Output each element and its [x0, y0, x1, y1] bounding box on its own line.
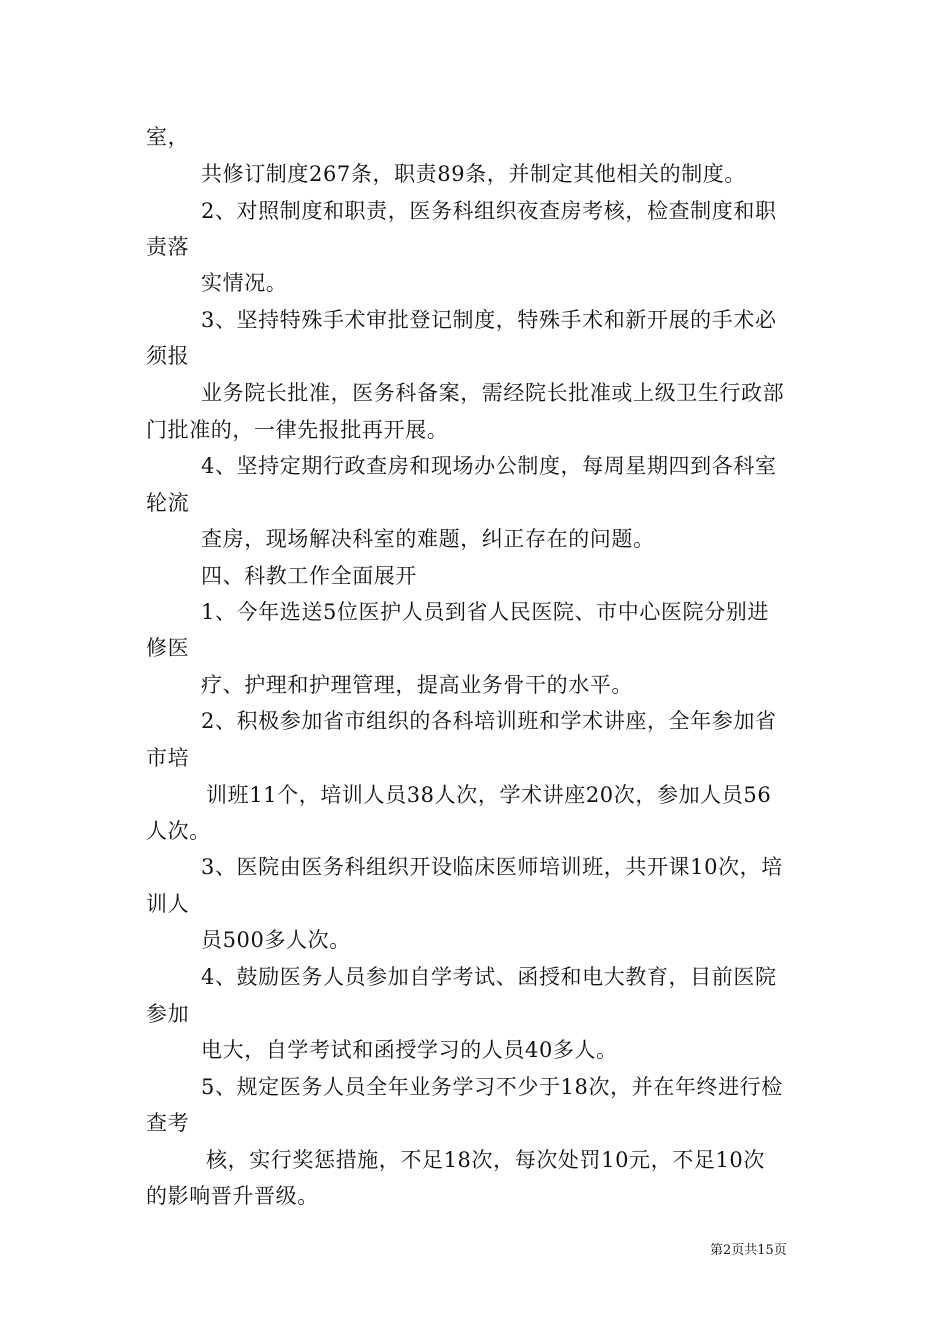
text-line-1: 室，	[146, 125, 190, 149]
text-line-18: 市培	[146, 746, 190, 770]
text-line-5: 实情况。	[201, 271, 288, 295]
text-line-6: 3、坚持特殊手术审批登记制度，特殊手术和新开展的手术必	[201, 308, 777, 332]
text-line-9: 门批准的，一律先报批再开展。	[146, 418, 449, 442]
text-line-11: 轮流	[146, 491, 190, 515]
text-line-10: 4、坚持定期行政查房和现场办公制度，每周星期四到各科室	[201, 454, 777, 478]
text-line-24: 4、鼓励医务人员参加自学考试、函授和电大教育，目前医院	[201, 965, 777, 989]
text-line-23: 员500多人次。	[201, 928, 351, 952]
text-line-12: 查房，现场解决科室的难题，纠正存在的问题。	[201, 527, 655, 551]
text-line-3: 2、对照制度和职责，医务科组织夜查房考核，检查制度和职	[201, 199, 777, 223]
text-line-21: 3、医院由医务科组织开设临床医师培训班，共开课10次，培	[201, 855, 783, 879]
text-line-4: 责落	[146, 235, 190, 259]
text-line-13: 四、科教工作全面展开	[201, 564, 417, 588]
text-line-14: 1、今年选送5位医护人员到省人民医院、市中心医院分别进	[201, 600, 769, 624]
text-line-30: 的影响晋升晋级。	[146, 1184, 319, 1208]
text-line-15: 修医	[146, 636, 190, 660]
text-line-29: 核，实行奖惩措施，不足18次，每次处罚10元，不足10次	[206, 1148, 765, 1172]
text-line-20: 人次。	[146, 819, 211, 843]
text-line-17: 2、积极参加省市组织的各科培训班和学术讲座，全年参加省	[201, 709, 777, 733]
text-line-8: 业务院长批准，医务科备案，需经院长批准或上级卫生行政部	[201, 381, 785, 405]
text-line-22: 训人	[146, 892, 190, 916]
text-line-2: 共修订制度267条，职责89条，并制定其他相关的制度。	[201, 162, 747, 186]
text-line-16: 疗、护理和护理管理，提高业务骨干的水平。	[201, 673, 633, 697]
text-line-25: 参加	[146, 1002, 190, 1026]
text-line-7: 须报	[146, 344, 190, 368]
text-line-28: 查考	[146, 1111, 190, 1135]
text-line-19: 训班11个，培训人员38人次，学术讲座20次，参加人员56	[206, 783, 772, 807]
text-line-27: 5、规定医务人员全年业务学习不少于18次，并在年终进行检	[201, 1075, 783, 1099]
text-line-26: 电大，自学考试和函授学习的人员40多人。	[201, 1038, 618, 1062]
page-number-footer: 第2页共15页	[710, 1243, 787, 1258]
